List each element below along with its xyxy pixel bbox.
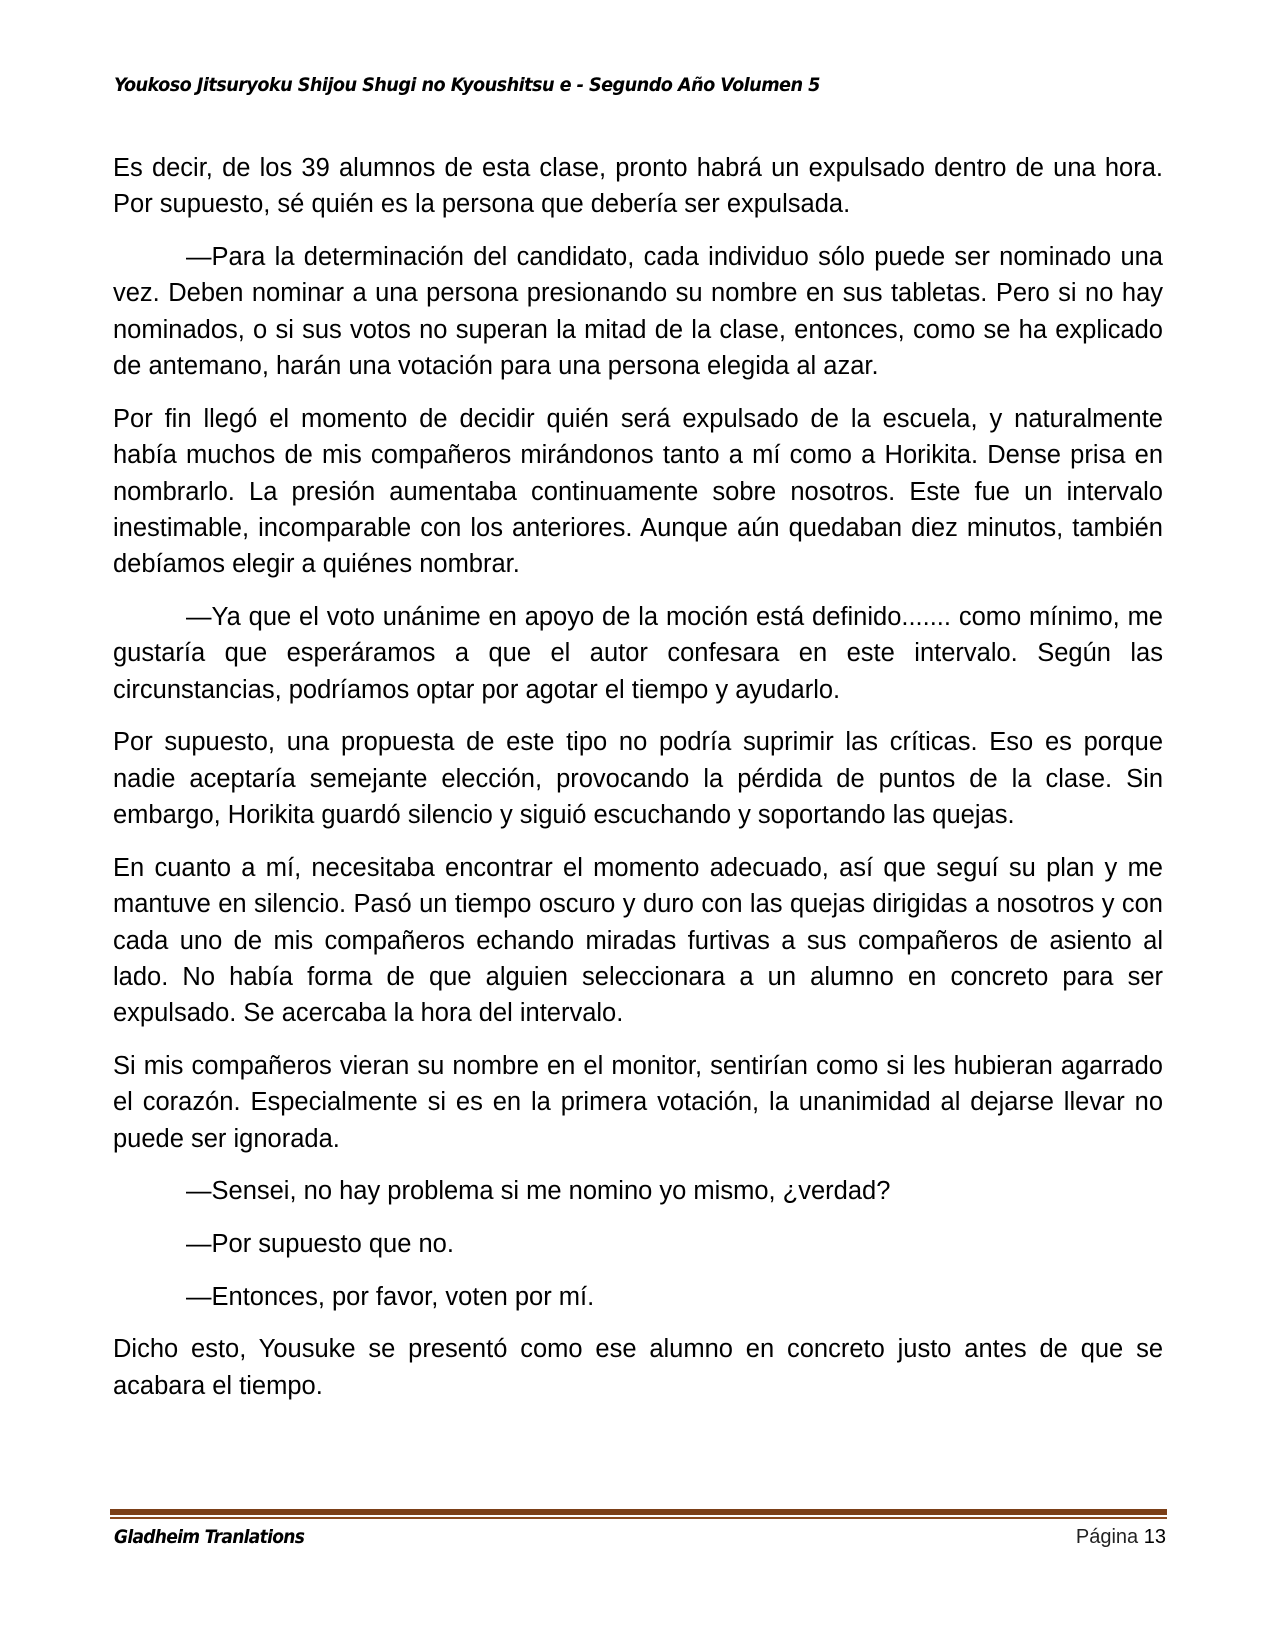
dialogue-paragraph: —Por supuesto que no. <box>186 1230 454 1259</box>
page-body <box>113 150 1163 1420</box>
paragraph: Por supuesto, una propuesta de este tipo no podría suprimir las críticas. Eso es porque nadie aceptaría semejante elección, provocando la pérdida de puntos de la clase. Sin embargo, Horikita guardó silencio y siguió escuchando y soportando las quejas. <box>113 728 1163 830</box>
page-number: 13 <box>1143 1526 1166 1548</box>
footer-credit <box>114 1524 304 1550</box>
book-title: Youkoso Jitsuryoku Shijou Shugi no Kyoushitsu e - Segundo Año Volumen 5 <box>114 74 820 96</box>
dialogue-paragraph: —Entonces, por favor, voten por mí. <box>186 1282 595 1311</box>
paragraph: Dicho esto, Yousuke se presentó como ese alumno en concreto justo antes de que se acabara el tiempo. <box>113 1335 1163 1400</box>
paragraph: Por fin llegó el momento de decidir quién será expulsado de la escuela, y naturalmente había muchos de mis compañeros mirándonos tanto a mí como a Horikita. Dense prisa en nombrarlo. La presión aumentaba continuamente sobre nosotros. Este fue un intervalo inestimable, incomparable con los anteriores. Aunque aún quedaban diez minutos, también debíamos elegir a quiénes nombrar. <box>113 404 1163 579</box>
footer-divider-thick <box>110 1509 1167 1515</box>
dialogue-paragraph: —Para la determinación del candidato, cada individuo sólo puede ser nominado una vez. Deben nominar a una persona presionando su nombre en sus tabletas. Pero si no hay nominados, o si sus votos no superan la mitad de la clase, entonces, como se ha explicado de antemano, harán una votación para una persona elegida al azar. <box>113 243 1163 381</box>
running-header <box>114 72 1091 98</box>
translator-credit: Gladheim Tranlations <box>114 1526 305 1548</box>
footer-divider-thin <box>110 1517 1167 1519</box>
page-indicator <box>1076 1524 1166 1550</box>
page-label: Página <box>1075 1526 1139 1548</box>
dialogue-paragraph: —Ya que el voto unánime en apoyo de la moción está definido....... como mínimo, me gustaría que esperáramos a que el autor confesara en este intervalo. Según las circunstancias, podríamos optar por agotar el tiempo y ayudarlo. <box>113 603 1163 704</box>
paragraph: Si mis compañeros vieran su nombre en el monitor, sentirían como si les hubieran agarrado el corazón. Especialmente si es en la primera votación, la unanimidad al dejarse llevar no puede ser ignorada. <box>113 1052 1163 1153</box>
dialogue-paragraph: —Sensei, no hay problema si me nomino yo mismo, ¿verdad? <box>186 1177 891 1206</box>
paragraph: En cuanto a mí, necesitaba encontrar el momento adecuado, así que seguí su plan y me mantuve en silencio. Pasó un tiempo oscuro y duro con las quejas dirigidas a nosotros y con cada uno de mis compañeros echando miradas furtivas a sus compañeros de asiento al lado. No había forma de que alguien seleccionara a un alumno en concreto para ser expulsado. Se acercaba la hora del intervalo. <box>113 853 1163 1028</box>
paragraph: Es decir, de los 39 alumnos de esta clase, pronto habrá un expulsado dentro de una hora. Por supuesto, sé quién es la persona que debería ser expulsada. <box>113 154 1163 219</box>
footer-divider <box>110 1509 1167 1520</box>
